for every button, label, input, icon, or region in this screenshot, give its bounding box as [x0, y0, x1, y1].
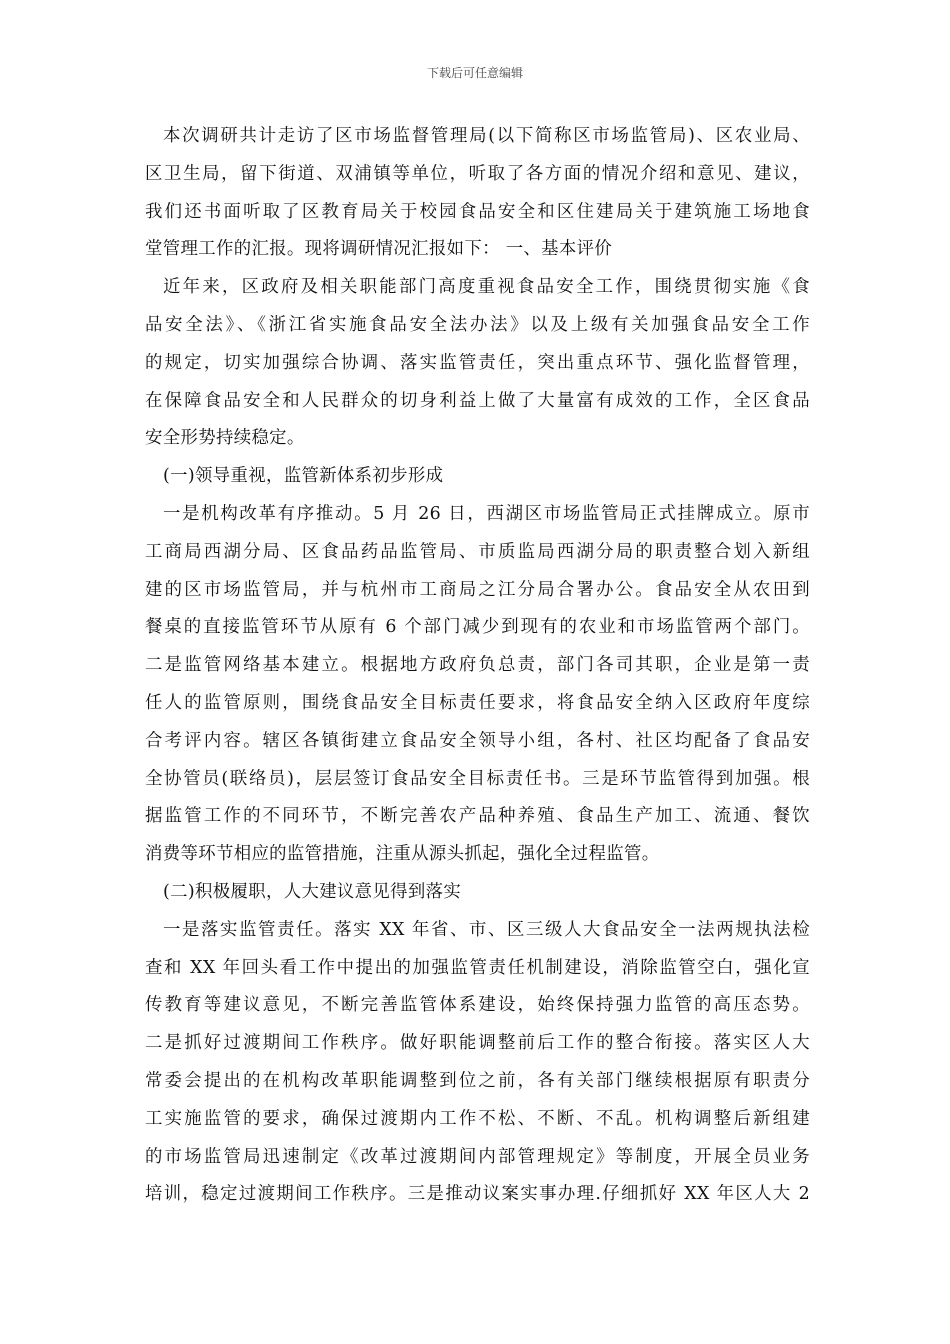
paragraph-line: 二是抓好过渡期间工作秩序。做好职能调整前后工作的整合衔接。落实区人大	[145, 1033, 810, 1054]
paragraph-line: 的市场监管局迅速制定《改革过渡期间内部管理规定》等制度，开展全员业务	[145, 1146, 810, 1167]
page-header: 下载后可任意编辑	[426, 66, 523, 80]
paragraph-line: 一是落实监管责任。落实 XX 年省、市、区三级人大食品安全一法两规执法检	[163, 919, 810, 940]
paragraph-line: 据监管工作的不同环节，不断完善农产品种养殖、食品生产加工、流通、餐饮	[145, 806, 810, 827]
paragraph-line: 全协管员(联络员)，层层签订食品安全目标责任书。三是环节监管得到加强。根	[145, 768, 810, 789]
paragraph-line: 餐桌的直接监管环节从原有 6 个部门减少到现有的农业和市场监管两个部门。	[145, 617, 810, 638]
section-heading: (一)领导重视，监管新体系初步形成	[163, 466, 444, 487]
paragraph-line: 一是机构改革有序推动。5 月 26 日，西湖区市场监管局正式挂牌成立。原市	[163, 503, 810, 524]
paragraph-line: 工商局西湖分局、区食品药品监管局、市质监局西湖分局的职责整合划入新组	[145, 541, 810, 562]
document-body	[145, 118, 810, 1214]
section-heading: (二)积极履职，人大建议意见得到落实	[163, 881, 462, 902]
paragraph-line: 我们还书面听取了区教育局关于校园食品安全和区住建局关于建筑施工场地食	[145, 201, 810, 222]
paragraph-line: 品安全法》、《浙江省实施食品安全法办法》以及上级有关加强食品安全工作	[145, 314, 810, 335]
paragraph-line: 消费等环节相应的监管措施，注重从源头抓起，强化全过程监管。	[145, 844, 660, 865]
paragraph-line: 的规定，切实加强综合协调、落实监管责任，突出重点环节、强化监督管理，	[145, 352, 810, 373]
paragraph-line: 建的区市场监管局，并与杭州市工商局之江分局合署办公。食品安全从农田到	[145, 579, 810, 600]
paragraph-line: 任人的监管原则，围绕食品安全目标责任要求，将食品安全纳入区政府年度综	[145, 692, 810, 713]
paragraph-line: 二是监管网络基本建立。根据地方政府负总责，部门各司其职，企业是第一责	[145, 655, 810, 676]
paragraph-line: 合考评内容。辖区各镇街建立食品安全领导小组，各村、社区均配备了食品安	[145, 730, 810, 751]
paragraph-line: 近年来，区政府及相关职能部门高度重视食品安全工作，围绕贯彻实施《食	[163, 277, 810, 298]
paragraph-line: 堂管理工作的汇报。现将调研情况汇报如下： 一、基本评价	[145, 239, 613, 260]
paragraph-line: 常委会提出的在机构改革职能调整到位之前，各有关部门继续根据原有职责分	[145, 1070, 810, 1091]
paragraph-line: 区卫生局，留下街道、双浦镇等单位，听取了各方面的情况介绍和意见、建议，	[145, 163, 810, 184]
paragraph-line: 在保障食品安全和人民群众的切身利益上做了大量富有成效的工作，全区食品	[145, 390, 810, 411]
paragraph-line: 工实施监管的要求，确保过渡期内工作不松、不断、不乱。机构调整后新组建	[145, 1108, 810, 1129]
paragraph-line: 安全形势持续稳定。	[145, 428, 305, 449]
paragraph-line: 培训，稳定过渡期间工作秩序。三是推动议案实事办理.仔细抓好 XX 年区人大 2	[145, 1184, 810, 1205]
paragraph-line: 查和 XX 年回头看工作中提出的加强监管责任机制建设，消除监管空白，强化宣	[145, 957, 810, 978]
paragraph-line: 本次调研共计走访了区市场监督管理局(以下简称区市场监管局)、区农业局、	[163, 126, 810, 146]
paragraph-line: 传教育等建议意见，不断完善监管体系建设，始终保持强力监管的高压态势。	[145, 995, 810, 1016]
